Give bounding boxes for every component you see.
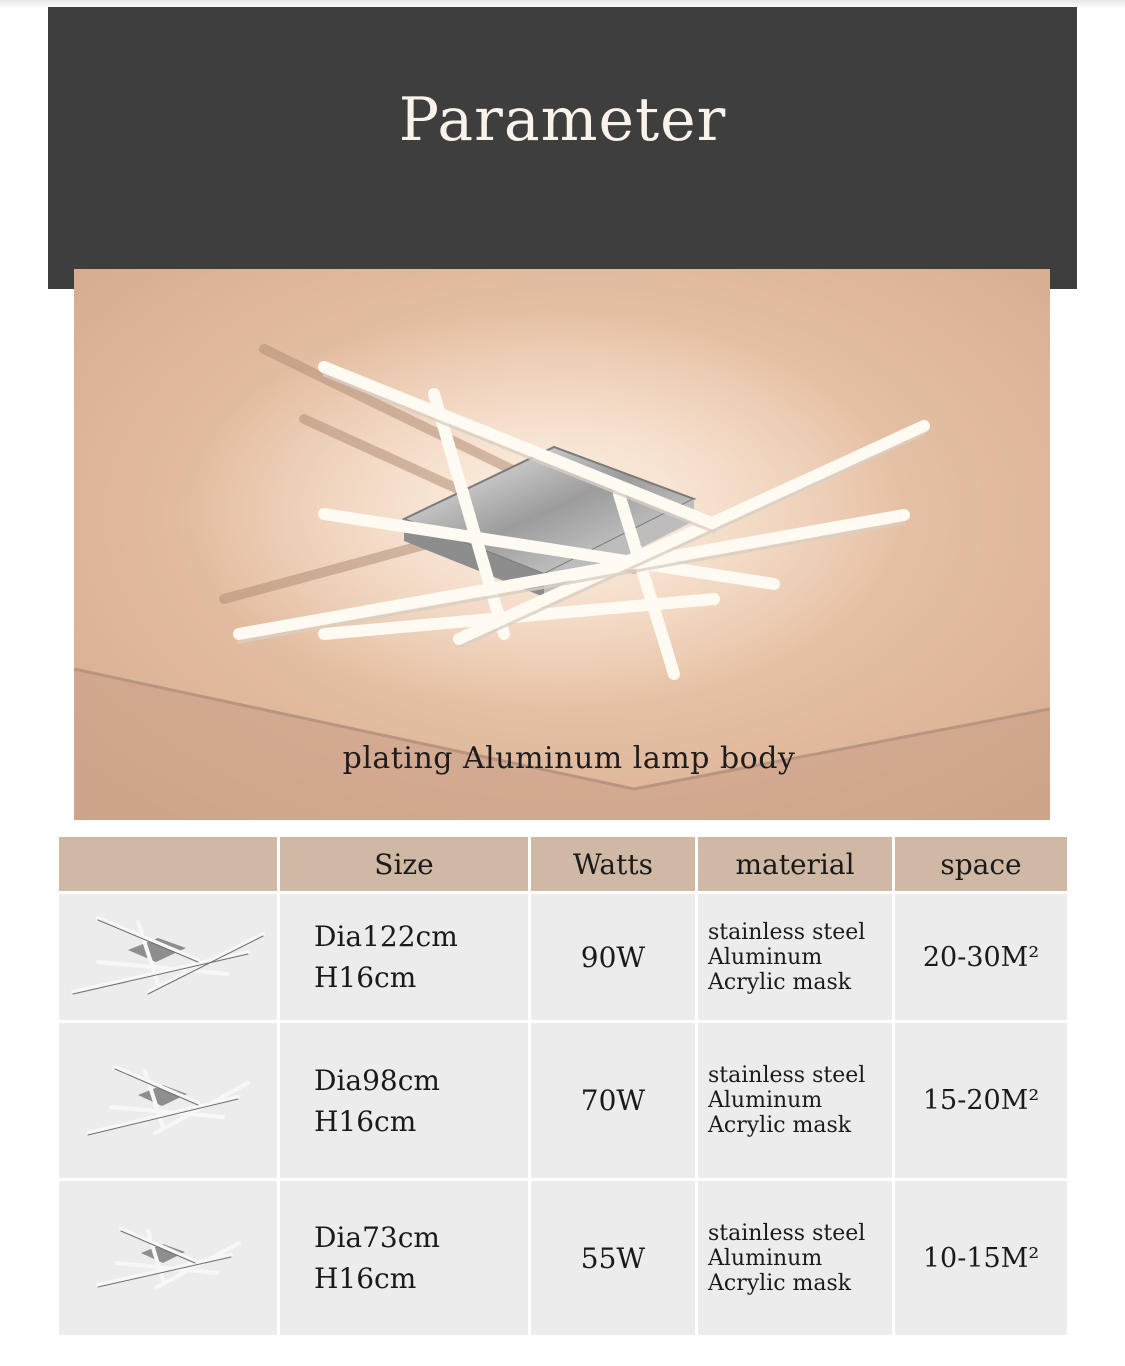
material-line: Aluminum — [708, 944, 823, 970]
material-line: Acrylic mask — [708, 1270, 852, 1296]
header-space: space — [894, 836, 1069, 893]
material-line: Acrylic mask — [708, 1113, 852, 1138]
material-line: stainless steel — [708, 1220, 866, 1246]
page-title: Parameter — [398, 85, 727, 155]
thumb-cell — [58, 893, 279, 1022]
lamp-thumbnail-icon — [93, 1223, 243, 1293]
material-line: stainless steel — [708, 1063, 866, 1088]
header-material: material — [697, 836, 894, 893]
thumb-cell — [58, 1180, 279, 1337]
material-cell — [697, 893, 894, 1022]
table-header-row — [58, 836, 1069, 893]
material-line: Aluminum — [708, 1245, 823, 1271]
size-diameter: Dia73cm — [314, 1221, 440, 1254]
lamp-thumbnail-icon — [68, 912, 268, 1002]
watts-cell: 90W — [530, 893, 697, 1022]
material-cell — [697, 1180, 894, 1337]
parameter-table — [56, 834, 1070, 1338]
material-cell — [697, 1022, 894, 1180]
size-height: H16cm — [314, 1262, 417, 1295]
table-row — [58, 1180, 1069, 1337]
header-watts: Watts — [530, 836, 697, 893]
header-image — [58, 836, 279, 893]
space-cell: 15-20M² — [894, 1022, 1069, 1180]
table-row — [58, 893, 1069, 1022]
size-height: H16cm — [314, 961, 417, 994]
space-cell: 20-30M² — [894, 893, 1069, 1022]
size-cell — [279, 893, 530, 1022]
watts-cell: 70W — [530, 1022, 697, 1180]
thumb-cell — [58, 1022, 279, 1180]
material-line: stainless steel — [708, 919, 866, 945]
header-band — [48, 7, 1077, 289]
product-photo — [74, 269, 1050, 820]
ceiling-lamp-photo — [74, 269, 1050, 820]
space-cell: 10-15M² — [894, 1180, 1069, 1337]
size-cell — [279, 1180, 530, 1337]
size-cell — [279, 1022, 530, 1180]
size-height: H16cm — [314, 1104, 417, 1138]
watts-cell: 55W — [530, 1180, 697, 1337]
size-diameter: Dia122cm — [314, 920, 458, 953]
header-size: Size — [279, 836, 530, 893]
material-line: Aluminum — [708, 1088, 823, 1113]
size-diameter: Dia98cm — [314, 1063, 440, 1097]
photo-caption: plating Aluminum lamp body — [342, 741, 796, 776]
material-line: Acrylic mask — [708, 969, 852, 995]
table-row — [58, 1022, 1069, 1180]
lamp-thumbnail-icon — [83, 1061, 253, 1141]
